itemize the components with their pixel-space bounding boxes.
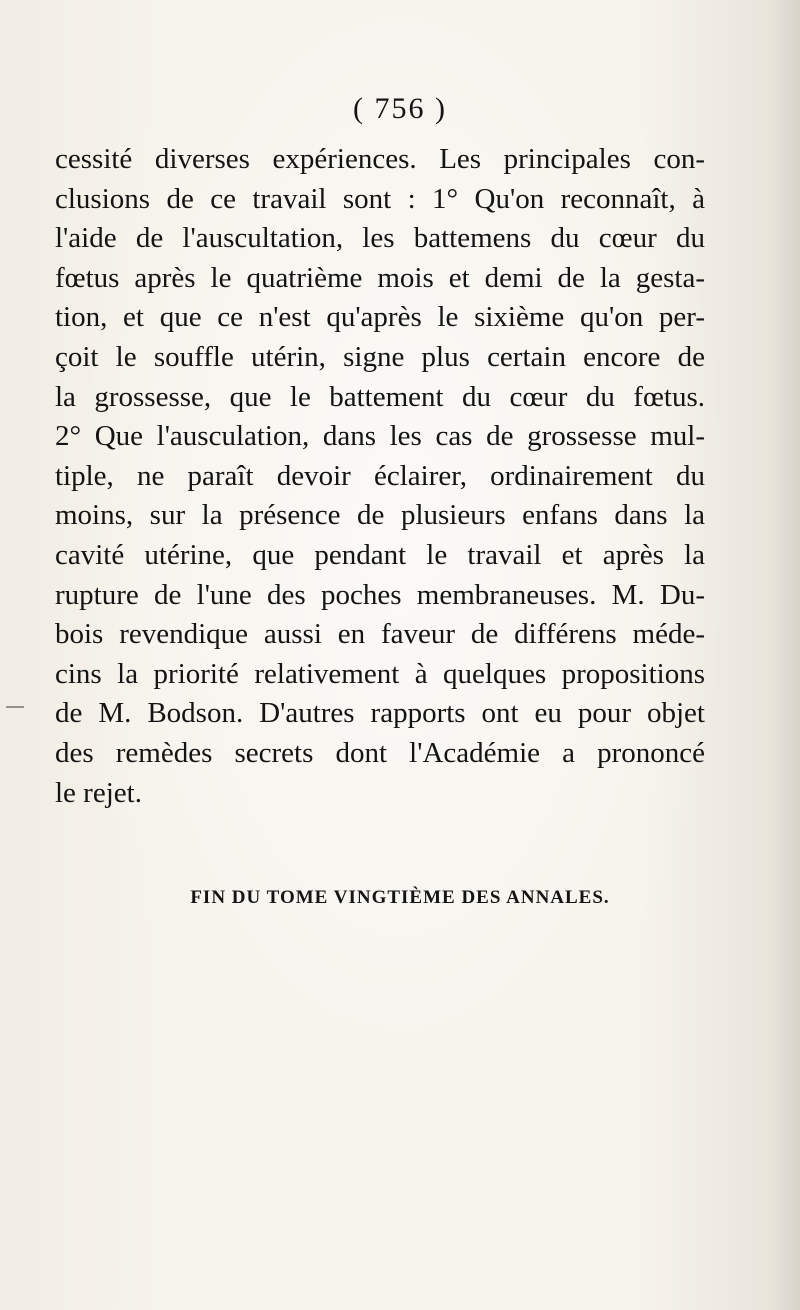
text-line: moins, sur la présence de plusieurs enfans dans la	[55, 499, 705, 532]
page-number: ( 756 )	[353, 92, 447, 125]
text-line: çoit le souffle utérin, signe plus certain encore de	[55, 340, 705, 373]
text-line: tiple, ne paraît devoir éclairer, ordinairement du	[55, 459, 705, 492]
text-line: l'aide de l'auscultation, les battemens du cœur du	[55, 222, 705, 255]
text-line: clusions de ce travail sont : 1° Qu'on reconnaît, à	[55, 182, 705, 215]
text-line: tion, et que ce n'est qu'après le sixième qu'on per-	[55, 301, 705, 334]
text-line: bois revendique aussi en faveur de différens méde-	[55, 618, 705, 651]
closing-line: FIN DU TOME VINGTIÈME DES ANNALES.	[190, 887, 610, 908]
text-line: la grossesse, que le battement du cœur du fœtus.	[55, 380, 705, 413]
body-text	[55, 140, 705, 813]
text-line: fœtus après le quatrième mois et demi de la gesta-	[55, 261, 705, 294]
margin-mark	[6, 706, 24, 708]
text-line: cavité utérine, que pendant le travail et après la	[55, 538, 705, 571]
text-line: 2° Que l'ausculation, dans les cas de grossesse mul-	[55, 420, 705, 453]
text-line: cins la priorité relativement à quelques propositions	[55, 657, 705, 690]
text-line: cessité diverses expériences. Les principales con-	[55, 143, 705, 175]
text-line: rupture de l'une des poches membraneuses. M. Du-	[55, 578, 705, 611]
text-line: le rejet.	[55, 776, 142, 809]
text-line: de M. Bodson. D'autres rapports ont eu pour objet	[55, 697, 705, 730]
text-line: des remèdes secrets dont l'Académie a prononcé	[55, 736, 705, 769]
